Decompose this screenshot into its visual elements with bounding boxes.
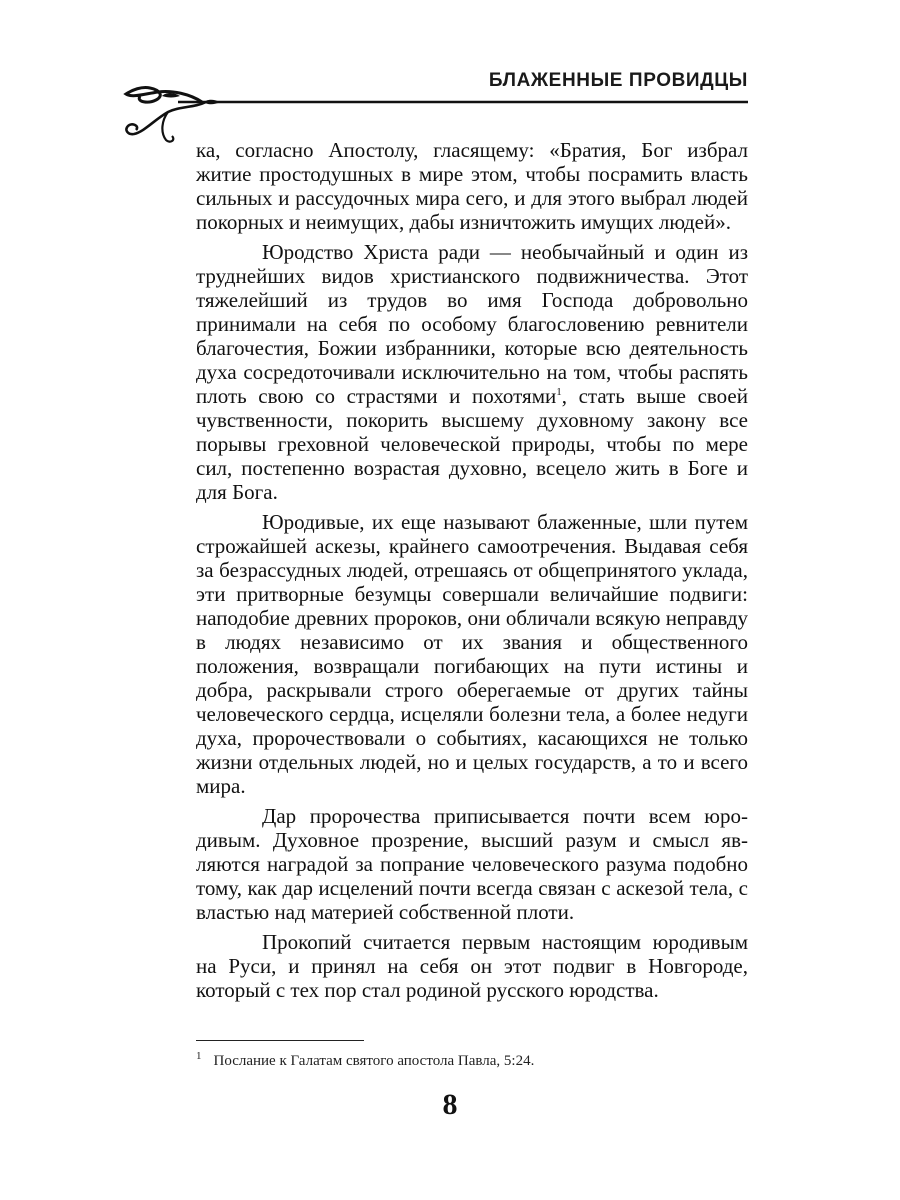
paragraph-5: Прокопий считается первым настоящим юродивым на Руси, и принял на себя он этот подвиг в Новгороде, который с тех пор стал родиной русского юродства. <box>196 930 748 1002</box>
running-title: БЛАЖЕННЫЕ ПРОВИДЦЫ <box>488 70 748 91</box>
paragraph-3: Юродивые, их еще называют блаженные, шли путем строжайшей аскезы, крайнего самоотречения. Выдавая себя за безрассудных людей, отрешаясь от общепринятого уклада, эти притворные безумцы совершали величайшие подвиги: наподобие древних пророков, они обличали всякую неправду в людях независимо от их звания и общественного положения, возвращали погибающих на пути истины и добра, раскрывали строго оберегаемые от других тайны человеческого сердца, исцеляли болезни тела, а более недуги духа, пророчествовали о событиях, касающихся не только жизни отдельных людей, но и целых государств, а то и всего мира. <box>196 510 748 798</box>
body-text <box>196 138 748 1008</box>
page-number: 8 <box>442 1088 458 1121</box>
footnote-number: 1 <box>196 1050 202 1062</box>
footnote-ref: 1 <box>556 386 562 398</box>
paragraph-2-text: Юродство Христа ради — необычайный и один из труднейших видов христианского подвижничества. Этот тяжелейший из трудов во имя Господа добровольно принимали на себя по особому благословению ревнители благочестия, Божии избранники, которые всю деятельность духа сосредоточивали исключительно на том, чтобы распять плоть свою со страстями и похотями <box>196 240 748 408</box>
paragraph-2 <box>196 240 748 504</box>
paragraph-4: Дар пророчества приписывается почти всем юродивым. Духовное прозрение, высший разум и смысл являются наградой за попрание человеческого разума подобно тому, как дар исцелений почти всегда связан с аскезой тела, с властью над материей собственной плоти. <box>196 804 748 924</box>
paragraph-1: ка, согласно Апостолу, гласящему: «Братия, Бог избрал житие простодушных в мире этом, чтобы посрамить власть сильных и рассудочных мира сего, и для этого выбрал людей покорных и неимущих, дабы изничтожить имущих людей». <box>196 138 748 234</box>
footnote <box>196 1050 748 1070</box>
footnote-divider <box>196 1040 364 1041</box>
flourish-ornament-icon <box>120 80 750 144</box>
paragraph-2-continuation: , стать выше своей чувственности, покорить высшему духовному закону все порывы греховной человеческой природы, чтобы по мере сил, постепенно возрастая духовно, всецело жить в Боге и для Бога. <box>196 384 748 504</box>
footnote-text: Послание к Галатам святого апостола Павла, 5:24. <box>213 1053 535 1069</box>
